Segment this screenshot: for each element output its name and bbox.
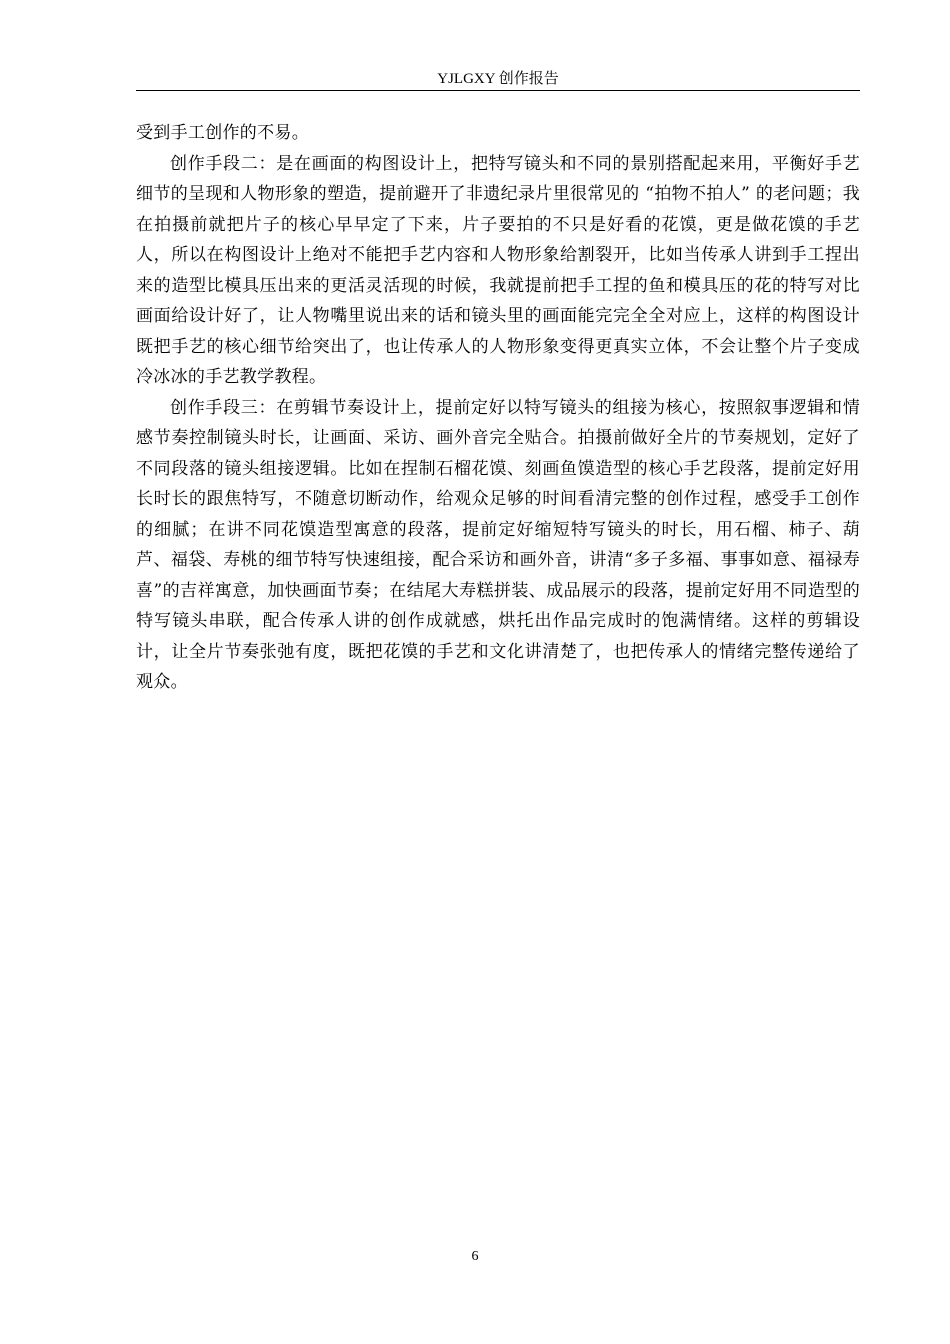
body-text [136, 118, 860, 698]
header-rule [136, 90, 860, 91]
paragraph-method-three: 创作手段三：在剪辑节奏设计上，提前定好以特写镜头的组接为核心，按照叙事逻辑和情感节奏控制镜头时长，让画面、采访、画外音完全贴合。拍摄前做好全片的节奏规划，定好了不同段落的镜头组接逻辑。比如在捏制石榴花馍、刻画鱼馍造型的核心手艺段落，提前定好用长时长的跟焦特写，不随意切断动作，给观众足够的时间看清完整的创作过程，感受手工创作的细腻；在讲不同花馍造型寓意的段落，提前定好缩短特写镜头的时长，用石榴、柿子、葫芦、福袋、寿桃的细节特写快速组接，配合采访和画外音，讲清“多子多福、事事如意、福禄寿喜”的吉祥寓意，加快画面节奏；在结尾大寿糕拼装、成品展示的段落，提前定好用不同造型的特写镜头串联，配合传承人讲的创作成就感，烘托出作品完成时的饱满情绪。这样的剪辑设计，让全片节奏张弛有度，既把花馍的手艺和文化讲清楚了，也把传承人的情绪完整传递给了观众。 [136, 397, 860, 692]
paragraph-method-two: 创作手段二：是在画面的构图设计上，把特写镜头和不同的景别搭配起来用，平衡好手艺细节的呈现和人物形象的塑造，提前避开了非遗纪录片里很常见的 “拍物不拍人” 的老问题；我在拍摄前就把片子的核心早早定了下来，片子要拍的不只是好看的花馍，更是做花馍的手艺人，所以在构图设计上绝对不能把手艺内容和人物形象给割裂开，比如当传承人讲到手工捏出来的造型比模具压出来的更活灵活现的时候，我就提前把手工捏的鱼和模具压的花的特写对比画面给设计好了，让人物嘴里说出来的话和镜头里的画面能完完全全对应上，这样的构图设计既把手艺的核心细节给突出了，也让传承人的人物形象变得更真实立体，不会让整个片子变成冷冰冰的手艺教学教程。 [136, 153, 860, 387]
page-number: 6 [471, 1249, 479, 1264]
running-header: YJLGXY 创作报告 [437, 71, 559, 87]
paragraph-continuation: 受到手工创作的不易。 [136, 123, 309, 143]
